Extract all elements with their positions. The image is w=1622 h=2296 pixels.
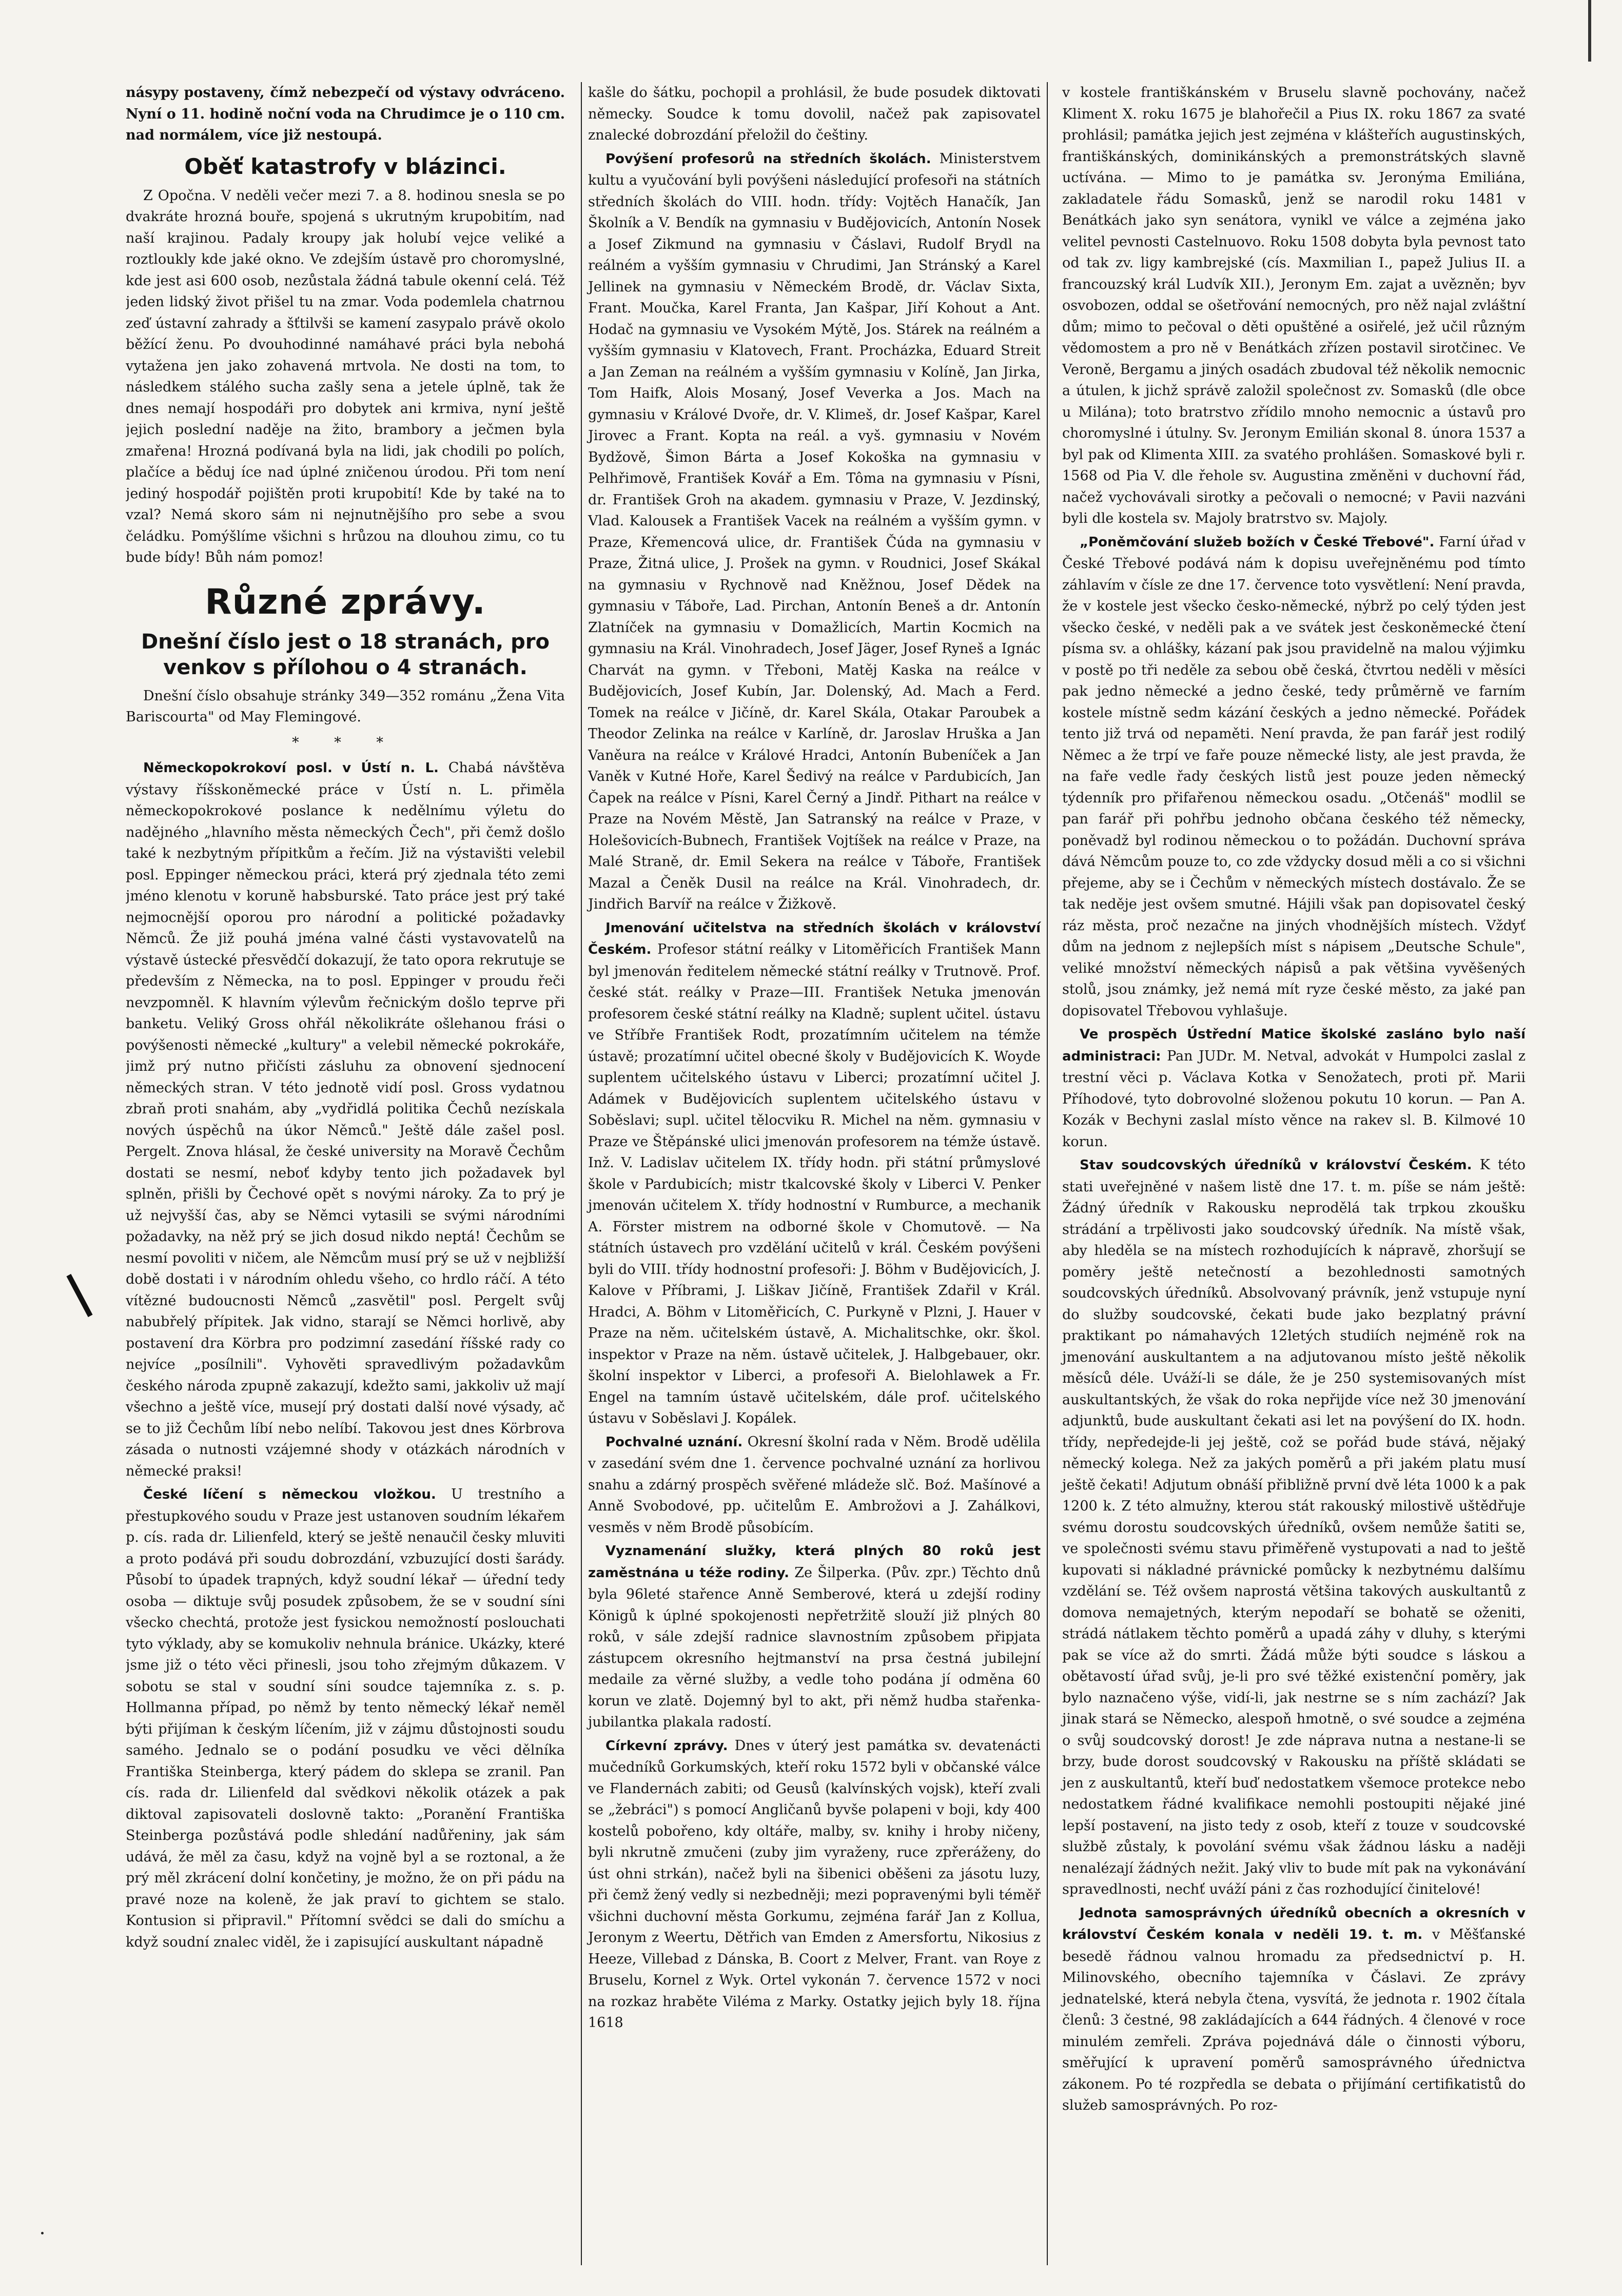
ink-dot-mark bbox=[41, 2232, 44, 2234]
article-czech-trial-body: U trestního a přestupkového soudu v Praze jest ustanoven soudním lékařem p. cís. rada dr. Lilienfeld, který se ještě nenaučil česky mluviti a proto podává při soudu dobrozdání, vzbuzující dosti šarády. Působí to úpadek trapných, když soudní lékař — úřední tedy osoba — diktuje svůj posudek způsobem, že se v soudní síni všecko chechtá, protože jest fysickou nemožností poslouchati tyto výklady, aby se komukoliv nehnula bránice. Ukázky, které jsme již o této věci přinesli, jsou toho zřejmým důkazem. V sobotu se stal v soudní síni soudce tajemníka z. s. p. Hollmanna případ, po němž by tento německý lékař neměl býti přijíman k českým líčením, již v zájmu důstojnosti soudu samého. Jednalo se o podání posudku ve věci dělníka Františka Steinberga, který pádem do sklepa se zranil. Pan cís. rada dr. Lilienfeld dal svědkovi několik otázek a pak diktoval zapisovateli doslovně takto: „Poranění Františka Steinberga pozůstává podle shledání nadůřeniny, jak sám udává, že měl za času, když na vojně byl a se roztonal, a že prý měl zkrácení dolní končetiny, je možno, že on při pádu na pravé noze na koleně, že jak praví to gichtem se stalo. Kontusion si připravil." Přítomní svědci se dali do smíchu a když soudní znalec viděl, že i zapisující auskultant nápadně bbox=[126, 1486, 565, 1950]
article-school-fund-title: Ve prospěch Ústřední Matice školské zasláno bylo naší administraci: bbox=[1062, 1027, 1526, 1064]
article-germanization-services bbox=[1062, 532, 1526, 1022]
headline-catastrophe: Oběť katastrofy v blázinci. bbox=[184, 153, 506, 179]
article-teacher-appointments-title: Jmenování učitelstva na středních školách v království Českém. bbox=[588, 920, 1041, 957]
article-teacher-appointments bbox=[588, 917, 1041, 1429]
column-3 bbox=[1056, 82, 1526, 2265]
article-professor-promotions-body: Ministerstvem kultu a vyučování byli povýšeni následující profesoři na státních středních školách do VIII. hodn. třídy: Vojtěch Hanačík, Jan Školník a V. Bendík na gymnasiu v Budějovicích, Antonín Nosek a Josef Zikmund na gymnasiu v Čáslavi, Rudolf Brydl na reálném a vyšším gymnasiu v Chrudimi, Jan Stránský a Karel Jellinek na gymnasiu v Německém Brodě, dr. Václav Sixta, Frant. Moučka, Karel Franta, Jan Kašpar, Jiří Kohout a Ant. Hodač na gymnasiu ve Vysokém Mýtě, Jos. Stárek na reálném a vyšším gymnasiu v Klatovech, Frant. Procházka, Eduard Streit a Jan Zeman na reálném a vyšším gymnasiu v Kolíně, Jan Jirka, Tom Haifk, Alois Mosaný, Josef Veverka a Jos. Mach na gymnasiu v Králové Dvoře, dr. V. Klimeš, dr. Josef Kašpar, Karel Jirovec a Frant. Kopta na reál. a vyš. gymnasiu v Novém Bydžově, Šimon Bárta a Josef Kokoška na gymnasiu v Pelhřimově, František Kovář a Em. Tôma na gymnasiu v Písni, dr. František Groh na akadem. gymnasiu v Praze, V. Jezdinský, Vlad. Kalousek a František Vacek na reálném a vyšším gymn. v Praze, Křemencová ulice, dr. František Čúda na gymnasiu v Praze, Žitná ulice, J. Prošek na gymn. v Roudnici, Josef Skákal na gymnasiu v Rychnově nad Kněžnou, Josef Dědek na gymnasiu v Táboře, Lad. Pirchan, Antonín Beneš a dr. Antonín Zlatníček na gymnasiu v Domažlicích, Martin Kocmich na gymnasiu na Král. Vinohradech, Josef Jäger, Josef Ryneš a Ignác Charvát na gymn. v Třeboni, Matěj Kaska na reálce v Budějovicích, Josef Kubín, Jar. Dolenský, Ad. Mach a Ferd. Tomek na reálce v Jičíně, dr. Karel Skála, Otakar Paroubek a Theodor Zelinka na reálce v Karlíně, dr. Jaroslav Hruška a Jan Vaněura na reálce v Králové Hradci, Antonín Bubeníček a Jan Vaněk v Kutné Hoře, Karel Šedivý na reálce v Pardubicích, Jan Čapek na reálce v Písni, Karel Černý a Jindř. Pithart na reálce v Praze na Novém Městě, Jan Satranský na reálce v Praze, v Holešovicích-Bubnech, František Vojtíšek na reálce v Praze, na Malé Straně, dr. Emil Sekera na reálce v Táboře, František Mazal a Čeněk Dusil na reálce na Král. Vinohradech, dr. Jindřich Barvíř na reálce v Žižkově. bbox=[588, 150, 1041, 912]
section-title: Různé zprávy. bbox=[205, 581, 486, 622]
article-church-news-body: Dnes v úterý jest památka sv. devatenácti mučedníků Gorkumských, kteří roku 1572 byli v občanské válce ve Flandernách zabiti; od Geusů (kalvínských vojsk), kteří zvali se „žebráci") s pomocí Angličanů byvše polapeni v boji, kdy 400 kostelů pobořeno, kdy oltáře, malby, sv. knihy i hroby ničeny, byli nkrutně zmučeni (zuby jim vyraženy, ruce zpřeráženy, do úst ohni strkán), načež byli na šibenici oběšeni za jásotu luzy, při čemž žený vedly si nezbedněji; mezi popravenými byli téměř všichni duchovní města Gorkumu, zejména farář Jan z Kollua, Jeronym z Weertu, Dětřich van Emden z Amersfortu, Nikosius z Heeze, Villebad z Dánska, B. Coort z Melver, Frant. van Roye z Bruselu, Kornel z Wyk. Ortel vykonán 7. července 1572 v noci na rozkaz hraběte Viléma z Marky. Ostatky jejich byly 18. října 1618 bbox=[588, 1737, 1041, 2031]
article-czech-trial bbox=[126, 1484, 565, 1953]
article-school-fund-body: Pan JUDr. M. Netval, advokát v Humpolci zaslal z trestní věci p. Václava Kotka v Senožatech, proti př. Marii Příhodové, tyto dobrovolné složenou pokutu 10 korun. — Pan A. Kozák v Bechyni zaslal místo věnce na rakev sl. B. Kilmové 10 korun. bbox=[1062, 1048, 1526, 1150]
article-judicial-officials-body: K této stati uveřejněné v našem listě dne 17. t. m. píše se nám ještě: Žádný úředník v Rakousku neprodělá tak trpkou zkoušku strádání a trpělivosti jako soudcovský úředník. Na místě však, aby hleděla se na místech rozhodujících k nápravě, zhoršují se poměry ještě netečností a bezohlednosti samotných soudcovských úředníků. Absolvovaný právník, jenž vstupuje nyní do služby soudcovské, čekati bude jako bezplatný právní praktikant po námahavých 12letých studiích nejméně rok na jmenování auskultantem a na adjutovanou místo ještě několik měsíců déle. Uváží-li se dále, že je 250 systemisovaných míst auskultantských, že však do roka nepřijde více než 30 jmenování adjunktů, bude auskultant čekati asi let na povýšení do IX. hodn. třídy, nepředejde-li jej ještě, což se pořád bude stává, nějaký německý kolega. Než za jakých poměrů a při jakém platu musí ještě čekati! Adjutum obnáší přibližně první dvě léta 1000 k a pak 1200 k. Z této almužny, kterou stát rakouský milostivě uštědřuje svému dorostu soudcovských úředníků, ovšem nemůže šatiti se, ve společnosti svému stavu přiměřeně vystupovati a nad to ještě kupovati si nákladné právnické pomůcky k nezbytnému dalšímu vzdělání se. Též ovšem naprostá většina takových auskultantů z domova nemajetných, kterým nepodaří se bohatě se oženiti, strádá nátlakem těchto poměrů a upadá záhy v dluhy, s kterými pak se více až do smrti. Žádá může býti soudce s láskou a obětavostí úřad svůj, je-li pro své těžké existenční poměry, jak bylo naznačeno výše, vidí-li, jak nestrne se s ním zachází? Jak jinak stará se Německo, alespoň hmotně, o své soudce a zejména o svůj soudcovský dorost! Je zde náprava nutna a nestane-li se brzy, bude dorost soudcovský v Rakousku na příště skládati se jen z auskultantů, kteří buď nedostatkem všemoce protekce nebo nedostatkem řádné kvalifikace nemohli postoupiti nějaké jiné lepší postavení, na jisto tedy z osob, kteří z touze v soudcovské službě zůstaly, k povolání svému však žádnou lásku a naději nenalézají žádných nežit. Jaký vliv to bude mít pak na vykonávání spravedlnosti, nechť uváží páni z čas rozhodující činitelové! bbox=[1062, 1157, 1526, 1897]
edition-announcement: Dnešní číslo jest o 18 stranách, pro venkov s přílohou o 4 stranách. bbox=[141, 630, 550, 679]
article-judicial-officials bbox=[1062, 1154, 1526, 1900]
article-german-progressives-body: Chabá návštěva výstavy říšskoněmecké práce v Ústí n. L. přiměla německopokrokové poslance k nedělnímu výletu do nadějného „hlavního města německých Čech", při čemž došlo také k nezbytným přípitkům a řečím. Již na výstavišti velebil posl. Eppinger německou práci, která prý zjednala této zemi jméno klenotu v koruně habsburské. Tato práce jest prý také nejmocnější oporou pro národní a politické požadavky Němců. Že již pouhá jména valné části vystavovatelů na výstavě ústecké přesvědčí dokazují, že tato opora rekrutuje se především z Německa, na to posl. Eppinger v proudu řeči nevzpomněl. K hlavním výlevům řečnickým došlo teprve při banketu. Veliký Gross ohřál několikráte ošlehanou frási o povýšenosti německé „kultury" a velebil německé pokrokáře, jimž prý nutno přičísti zásluhu za obnovení sjednocení německých stran. V této jednotě vidí posl. Gross vydatnou zbraň proti snahám, aby „vydřidlá politika Čechů nezískala nových úspěchů na úkor Němců." Ještě dále zašel posl. Pergelt. Znova hlásal, že české university na Moravě Čechům dostati se nesmí, neboť kdyby tento jich požadavek byl splněn, přišli by Čechové opět s novými nároky. Za to prý je už nejvyšší čas, aby se Němci vytasili se svými národními požadavky, na něž prý se jich dosud nikdo neptá! Čechům se nesmí povoliti v ničem, ale Němcům musí prý se už v nejbližší době dostati i v národním ohledu všeho, co hrdlo ráčí. A této vítězné budoucnosti Němců „zasvětil" posl. Pergelt svůj nabubřelý přípitek. Jak vidno, starají se Němci horlivě, aby postavení dra Körbra pro podzimní zasedání říšské rady co nejvíce „posílnili". Vyhověti spravedlivým požadavkům českého národa zpupně zakazují, kdežto sami, jakkoliv už mají všechno a ještě více, musejí prý dostati další nové výsady, ač se to již Čechům líbí nebo nelíbí. Takovou jest dnes Körbrova zásada o nutnosti vzájemné shody v otázkách národních v německé praksi! bbox=[126, 760, 565, 1479]
article-german-progressives-title: Německopokrokoví posl. v Ústí n. L. bbox=[143, 760, 439, 776]
column1-intro: násypy postaveny, čímž nebezpečí od výstavy odvráceno. Nyní o 11. hodině noční voda na Chrudimce je o 110 cm. nad normálem, více již nestoupá. bbox=[126, 85, 565, 143]
article-commendation-title: Pochvalné uznání. bbox=[605, 1434, 743, 1450]
announcement-body: Dnešní číslo obsahuje stránky 349—352 románu „Žena Vita Bariscourta" od May Flemingové. bbox=[126, 688, 565, 725]
column3-intro: v kostele františkánském v Bruselu slavně pochovány, načež Kliment X. roku 1675 je blahořečil a Pius IX. roku 1867 za svaté prohlásil; památka jejich jest zejména v klášteřích augustinských, františkánských, dominikánských a premonstrátských slavně uctívána. — Mimo to je památka sv. Jeronýma Emiliána, zakladatele řádu Somasků, jenž se narodil roku 1481 v Benátkách jako syn senátora, vynikl ve válce a zejména jako velitel pevnosti Castelnuovo. Roku 1508 dobyta byla pevnost tato od tak zv. ligy kambrejské (cís. Maxmilian I., papež Julius II. a francouzský král Ludvík XII.), Jeronym Em. zajat a uvězněn; byv osvobozen, oddal se ošetřování nemocných, pro něž najal zvláštní dům; mimo to pečoval o děti opuštěné a osiřelé, jež učil různým vědomostem a pro ně v Benátkách zřízen postavil sirotčinec. Ve Veroně, Bergamu a jiných osadách zbudoval též několik nemocnic a útulen, k jichž správě založil společnost zv. Somasků (dle obce u Milána); toto bratrstvo zřídilo mnoho nemocnic a ústavů pro choromyslné i útulny. Sv. Jeronym Emilián skonal 8. února 1537 a byl pak od Klimenta XIII. za svatého prohlášen. Somaskové byli r. 1568 od Pia V. dle řehole sv. Augustina změněni v duchovní řád, načež vychovávali sirotky a pečovali o nemocné; v Pavii nazváni byli dle kostela sv. Majoly bratrstvo sv. Majoly. bbox=[1062, 85, 1526, 526]
article-officials-union-body: v Měšťanské besedě řádnou valnou hromadu za předsednictví p. H. Milinovského, obecního tajemníka v Čáslavi. Ze zprávy jednatelské, která nebyla čtena, vysvítá, že jednota r. 1902 čítala členů: 3 čestné, 98 zakládajících a 644 řádných. 4 členové v roce minulém zemřeli. Zpráva pojednává dále o činnosti výboru, směřující k upravení poměrů samosprávného úřednictva zákonem. Po té rozpředla se debata o přijímání certifikatistů do služeb samosprávných. Po roz- bbox=[1062, 1927, 1526, 2113]
article-officials-union-title: Jednota samosprávných úředníků obecních a okresních v království Českém konala v neděli 19. t. m. bbox=[1062, 1905, 1526, 1942]
column-1 bbox=[126, 82, 572, 2265]
article-commendation-body: Okresní školní rada v Něm. Brodě udělila v zasedání svém dne 1. července pochvalné uznání za horlivou snahu a zdárný prospěch svěřené mládeže slč. Boź. Mašínové a Anně Svobodové, pp. učitelům E. Ambrožovi a J. Zahálkovi, vesměs v něm Brodě působícím. bbox=[588, 1434, 1041, 1536]
article-professor-promotions-title: Povýšení profesorů na středních školách. bbox=[605, 151, 931, 167]
article-church-news-title: Církevní zprávy. bbox=[605, 1738, 728, 1754]
article-judicial-officials-title: Stav soudcovských úředníků v království Českém. bbox=[1080, 1157, 1472, 1173]
page-edge-mark bbox=[1588, 0, 1591, 62]
article-officials-union bbox=[1062, 1902, 1526, 2116]
separator-stars: * * * bbox=[292, 734, 399, 751]
column2-intro: kašle do šátku, pochopil a prohlásil, že bude posudek diktovati německy. Soudce k tomu dovolil, načež pak zapisovatel znalecké dobrozdání přeložil do češtiny. bbox=[588, 85, 1041, 143]
article-teacher-appointments-body: Profesor státní reálky v Litoměřicích František Mann byl jmenován ředitelem německé státní reálky v Trutnově. Prof. české stát. reálky v Praze—III. František Netuka jmenován profesorem české státní reálky na Kladně; suplent učitel. ústavu ve Stříbře František Rodt, prozatímním učitelem na témže ústavě; prozatímní učitel obecné školy v Budějovicích K. Woyde suplentem učitelského ústavu v Liberci; prozatímní učitel J. Adámek v Budějovicích suplentem učitelského ústavu v Soběslavi; supl. učitel tělocviku R. Michel na něm. gymnasiu v Praze ve Štěpánské ulici jmenován profesorem na témže ústavě. Inž. V. Ladislav učitelem IX. třídy hodn. při státní průmyslové škole v Pardubicích; mistr tkalcovské školy v Liberci V. Penker jmenován učitelem X. třídy hodnostní v Rumburce, a mechanik A. Förster mistrem na odborné škole v Chomutově. — Na státních ústavech pro vzdělání učitelů v král. Českém povýšeni byli do VIII. třídy hodnostní profesoři: J. Böhm v Budějovicích, J. Kalove v Příbrami, J. Liškav Jičíně, František Zdařil v Král. Hradci, A. Böhm v Litoměřicích, C. Purkyně v Plzni, J. Hauer v Praze na něm. učitelském ústavě, A. Michalitschke, okr. škol. inspektor v Praze na něm. ústavě učitelek, J. Halbgebauer, okr. školní inspektor v Liberci, a profesoři A. Bielohlawek a Fr. Engel na tamním ústavě učitelském, dále prof. učitelského ústavu v Soběslavi J. Kopálek. bbox=[588, 941, 1041, 1426]
article-professor-promotions bbox=[588, 148, 1041, 915]
article-servant-award bbox=[588, 1540, 1041, 1733]
article-czech-trial-title: České líčení s německou vložkou. bbox=[143, 1487, 436, 1502]
article-school-fund bbox=[1062, 1024, 1526, 1152]
article-servant-award-title: Vyznamenání služky, která plných 80 roků jest zaměstnána u téže rodiny. bbox=[588, 1543, 1041, 1581]
article-servant-award-body: Ze Šilperka. (Pův. zpr.) Těchto dnů byla 96leté stařence Anně Semberové, která u zdejší rodiny Königů k úplné spokojenosti nepřetržitě slouží již plných 80 roků, v sále zdejší radnice slavnostním způsobem připjata zástupcem okresního hejtmanství na prsa čestná jubilejní medaile za věrné služby, a vedle toho podána jí odměna 60 korun ve zlatě. Dojemný byl to akt, při němž hudba stařenka-jubilantka plakala radostí. bbox=[588, 1564, 1041, 1730]
article-church-news bbox=[588, 1735, 1041, 2034]
article-commendation bbox=[588, 1431, 1041, 1539]
article-germanization-services-body: Farní úřad v České Třebové podává nám k dopisu uveřejněnému pod tímto záhlavím v čísle ze dne 17. července toto vysvětlení: Není pravda, že v kostele jest všecko česko-německé, nýbrž po celý týden jest všecko české, v neděli pak a ve svátek jest českoněmecké čtení písma sv. a ohlášky, kázaní pak jsou pravidelně na malou výjimku v postě po tři neděle za sebou obě česká, čtvrtou neděli v měsíci pak jedno německé a jedno české, tedy průměrně ve farním kostele místně sedm kázání českých a jedno německé. Pořádek tento již trvá od nepaměti. Není pravda, že pan farář jest rodilý Němec a že trpí ve faře pouze německé listy, ale jest pravda, že na faře vedle řady českých listů jest pouze jeden německý týdenník pro přifařenou německou osadu. „Otčenáš" modlil se pan farář při pohřbu jednoho občana českého též německy, poněvadž byl rodinou německou o to požádán. Duchovní správa dává Němcům pouze to, co zde vždycky dosud měli a co si všichni přejeme, aby se i Čechům v německých místech dostávalo. Že se tak neděje jest ovšem smutné. Hájili však pan dopisovatel český ráz města, proč nezačne na jiných vhodnějších místech. Vždyť dům na jednom z nejlepších míst s nápisem „Deutsche Schule", veliké množství německých nápisů a pak většina vyvěšených stolů, jsou známky, jež nemá mít ryze české město, za jaké pan dopisovatel Třebovou vyhlašuje. bbox=[1062, 534, 1526, 1019]
article-germanization-services-title: „Poněmčování služeb božích v České Třebové". bbox=[1080, 534, 1435, 550]
article-catastrophe-body: Z Opočna. V neděli večer mezi 7. a 8. hodinou snesla se po dvakráte hrozná bouře, spojená s ukrutným krupobitím, nad naší krajinou. Padaly kroupy jak holubí vejce veliké a roztloukly kde jaké okno. Ve zdejším ústavě pro choromyslné, kde jest asi 600 osob, nezůstala žádná tabule okenní celá. Též jeden lidský život přišel tu na zmar. Voda podemlela chatrnou zeď ústavní zahrady a šťtilvši se kamení zasypalo právě okolo běžící ženu. Po dvouhodinné namáhavé práci byla nebohá vytažena jen jako zohavená mrtvola. Ne dosti na tom, to následkem stálého sucha zašly sena a jetele úplně, tak že dnes nemají hospodáři pro dobytek ani krmiva, nyní ještě jejich poslední naděje na žito, brambory a ječmen byla zmařena! Hrozná podívaná byla na lidi, jak chodili po polích, plačíce a běduj íce nad úplné zničenou úrodou. Při tom není jediný hospodář pojištěn proti krupobití! Kde by také na to vzal? Nemá skoro sám ni nejnutnějšího pro sebe a svou čeládku. Pomýšlíme všichni s hrůzou na dlouhou zimu, co tu bude bídy! Bůh nám pomoz! bbox=[126, 187, 565, 565]
ink-stroke-mark bbox=[66, 1274, 92, 1317]
column-2 bbox=[581, 82, 1048, 2265]
article-german-progressives bbox=[126, 757, 565, 1482]
